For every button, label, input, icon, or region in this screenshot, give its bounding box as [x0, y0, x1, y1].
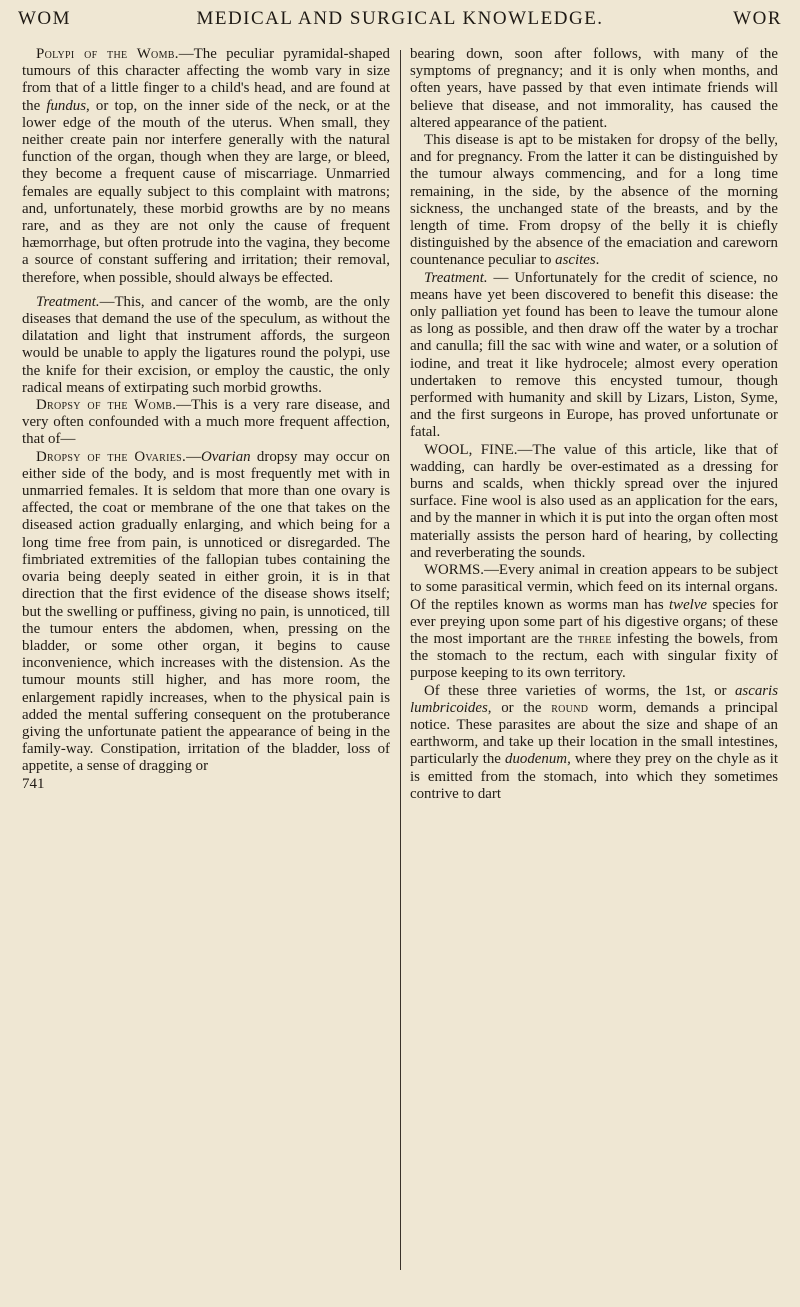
- entry-heading: Dropsy of the Ovaries.: [36, 448, 187, 465]
- treatment-paragraph: Treatment.—This, and cancer of the womb, are the only diseases that demand the use of the speculum, as without the dilatation and light that instrument affords, the surgeon would be unable to apply the ligatures round the polypi, use the knife for their excision, or employ the caustic, the only radical means of extirpating such morbid growths.: [22, 293, 390, 396]
- header-right-guide-word: WOR: [733, 8, 782, 29]
- worms-varieties-paragraph: Of these three varieties of worms, the 1st, or ascaris lumbricoides, or the round worm, demands a principal notice. These parasites are about the size and shape of an earthworm, and take up their location in the small intestines, particularly the duodenum, where they prey on the chyle as it is emitted from the stomach, into which they sometimes contrive to dart: [410, 682, 778, 802]
- continuation-paragraph: bearing down, soon after follows, with many of the symptoms of pregnancy; and it is only when months, and often years, have passed by that even intimate friends will believe that disease, and not immorality, has caused the altered appearance of the patient.: [410, 46, 778, 131]
- entry-heading: Dropsy of the Womb.: [36, 397, 177, 414]
- treatment-label: Treatment.: [36, 293, 100, 310]
- column-divider: [400, 50, 401, 1270]
- entry-dropsy-ovaries: Dropsy of the Ovaries.—Ovarian dropsy may occur on either side of the body, and is most frequently met with in unmarried females. It is seldom that more than one ovary is affected, the coat or membrane of the one that takes on the diseased action gradually enlarging, and which being for a long time free from pain, is unnoticed or disregarded. The fimbriated extremities of the fallopian tubes containing the ovaria being deeply seated in either groin, it is in that direction that the first evidence of the disease shows itself; but the swelling or puffiness, giving no pain, is unnoticed, till the tumour enters the abdomen, when, pressing on the bladder, or some other organ, it begins to cause inconvenience, which increases with the distension. As the tumour mounts still higher, and has more room, the enlargement rapidly increases, when to the physical pain is added the mental suffering consequent on the protuberance giving the unfortunate patient the appearance of being in the family-way. Constipation, irritation of the bladder, loss of appetite, a sense of dragging or: [22, 448, 390, 775]
- treatment-paragraph: Treatment. — Unfortunately for the credit of science, no means have yet been discovered to benefit this disease: the only palliation yet found has been to leave the tumour alone as long as possible, and then draw off the water by a trochar and canulla; fill the sac with wine and water, or a solution of iodine, and treat it like hydrocele; almost every operation undertaken to remove this encysted tumour, though performed with humanity and skill by Lizars, Liston, Syme, and the first surgeons in Europe, has proved unfortunate or fatal.: [410, 269, 778, 441]
- diagnosis-paragraph: This disease is apt to be mistaken for dropsy of the belly, and for pregnancy. From the latter it can be distinguished by the tumour always commencing, and for a long time remaining, in the side, by the absence of the morning sickness, the unchanged state of the breasts, and by the length of time. From dropsy of the belly it is chiefly distinguished by the absence of the emaciation and careworn countenance peculiar to ascites.: [410, 132, 778, 269]
- page-body: [20, 46, 782, 1296]
- header-left-guide-word: WOM: [18, 8, 72, 29]
- entry-worms: WORMS.—Every animal in creation appears to be subject to some parasitical vermin, which feed on its internal organs. Of the reptiles known as worms man has twelve species for ever preying upon some part of his digestive organs; of these the most important are the three infesting the bowels, from the stomach to the rectum, each with singular fixity of purpose keeping to its own territory.: [410, 562, 778, 682]
- right-column: [410, 46, 778, 803]
- entry-heading: WORMS.: [424, 562, 484, 579]
- page-number: 741: [22, 775, 45, 792]
- entry-polypi: Polypi of the Womb.—The peculiar pyramidal-shaped tumours of this character affecting the womb vary in size from that of a little finger to a child's head, and are found at the fundus, or top, on the inner side of the neck, or at the lower edge of the mouth of the uterus. When small, they neither create pain nor interfere generally with the natural function of the organ, though when they are large, or bleed, they become a frequent cause of miscarriage. Unmarried females are equally subject to this complaint with matrons; and, unfortunately, these morbid growths are by no means rare, and as they are not only the cause of frequent hæmorrhage, but often protrude into the vagina, they become a source of constant suffering and irritation; their removal, therefore, when possible, should always be effected.: [22, 46, 390, 286]
- left-column: [22, 46, 390, 793]
- entry-heading: Polypi of the Womb.: [36, 46, 179, 62]
- entry-heading: WOOL, FINE.: [424, 441, 518, 458]
- header-title: MEDICAL AND SURGICAL KNOWLEDGE.: [196, 8, 604, 29]
- entry-dropsy-womb: Dropsy of the Womb.—This is a very rare disease, and very often confounded with a much more frequent affection, that of—: [22, 397, 390, 448]
- entry-wool: WOOL, FINE.—The value of this article, like that of wadding, can hardly be over-estimated as a dressing for burns and scalds, when thickly spread over the injured surface. Fine wool is also used as an application for the ears, and by the manner in which it is put into the organ often most materially assists the person hard of hearing, by collecting and reverberating the sounds.: [410, 441, 779, 561]
- treatment-label: Treatment.: [424, 269, 488, 286]
- running-header: [18, 8, 782, 38]
